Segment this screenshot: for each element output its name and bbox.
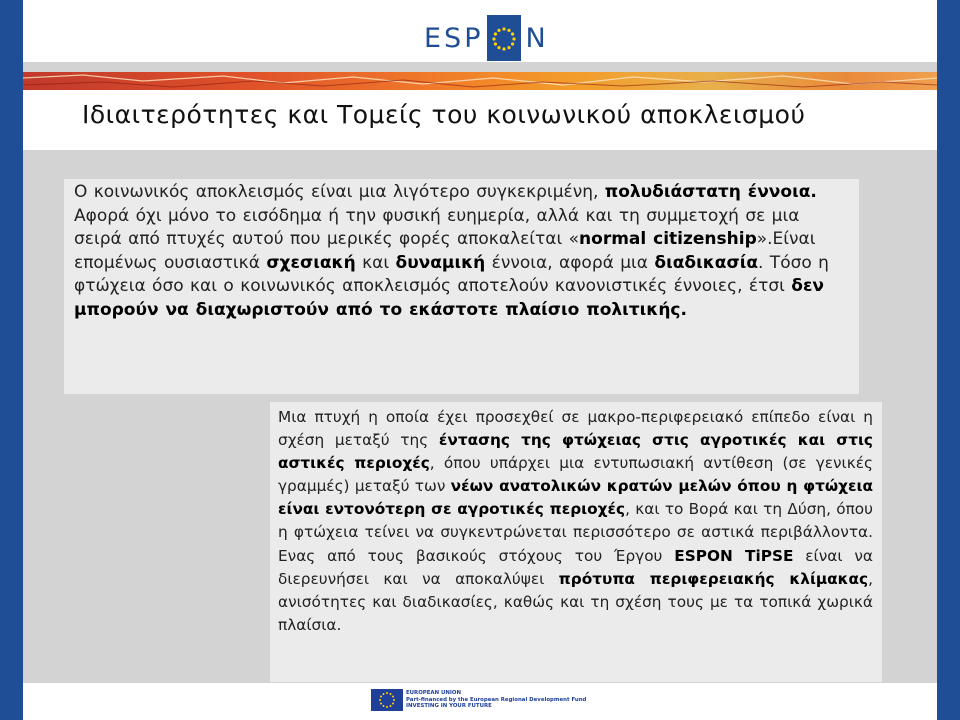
paragraph-1	[74, 181, 849, 323]
bold-run: νέων ανατολικών κρατών μελών όπου η φτώχεια είναι εντονότερη σε αγροτικές περιοχές	[278, 477, 874, 519]
bold-run: δεν μπορούν να διαχωριστούν από το εκάστοτε πλαίσιο πολιτικής.	[74, 276, 824, 320]
logo-text-left: ESP	[424, 22, 484, 54]
left-blue-bar	[0, 0, 23, 720]
text-run: , και το Βορά και τη Δύση, όπου η φτώχεια τείνει να συγκεντρώνεται περισσότερο σε αστικά περιβάλλοντα. Ενας από τους βασικούς στόχους του Έργου	[278, 500, 874, 565]
eu-stars-icon	[487, 15, 521, 61]
espon-logo	[424, 15, 549, 61]
right-blue-bar	[937, 0, 960, 720]
bold-run: πολυδιάστατη έννοια.	[604, 182, 817, 202]
text-run: Μια πτυχή η οποία έχει προσεχθεί σε μακρο-περιφερειακό επίπεδο είναι η σχέση μεταξύ της	[278, 408, 873, 450]
bold-run: διαδικασία	[654, 252, 758, 273]
text-box-social-exclusion	[64, 179, 859, 394]
bold-run: normal citizenship	[579, 229, 757, 250]
text-run: ».Είναι επομένως ουσιαστικά	[74, 229, 816, 273]
paragraph-2	[278, 406, 873, 637]
text-run: Αφορά όχι μόνο το εισόδημα ή την φυσική ευημερία, αλλά και τη συμμετοχή σε μια σειρά από πτυχές αυτού που μερικές φορές αποκαλείται «	[74, 205, 800, 250]
text-run: Ο κοινωνικός αποκλεισμός είναι μια λιγότερο συγκεκριμένη,	[74, 182, 605, 202]
eu-line-1: EUROPEAN UNION	[406, 690, 461, 696]
bold-run: σχεσιακή	[266, 252, 356, 273]
bold-run: έντασης της φτώχειας στις αγροτικές και στις αστικές περιοχές	[278, 431, 873, 473]
map-strip	[23, 72, 937, 90]
text-run: έννοια, αφορά μια	[485, 252, 655, 273]
eu-flag-icon	[371, 689, 403, 711]
text-run: είναι να διερευνήσει και να αποκαλύψει	[278, 546, 873, 588]
text-run: και	[355, 252, 396, 273]
eu-funding-note	[406, 690, 586, 710]
text-run: , όπου υπάρχει μια εντυπωσιακή αντίθεση (σε γενικές γραμμές) μεταξύ των	[278, 454, 873, 496]
text-run: , ανισότητες και διαδικασίες, καθώς και τη σχέση τους με τα τοπικά χωρικά πλαίσια.	[278, 569, 873, 634]
text-box-regional-poverty	[270, 402, 882, 682]
bold-run: πρότυπα περιφερειακής κλίμακας	[558, 569, 869, 588]
text-run: . Τόσο η φτώχεια όσο και ο κοινωνικός αποκλεισμός αποτελούν κανονιστικές έννοιες, έτσι	[74, 252, 829, 297]
bold-run: δυναμική	[395, 252, 486, 273]
slide-title: Ιδιαιτερότητες και Τομείς του κοινωνικού αποκλεισμού	[82, 100, 806, 129]
logo-text-right: N	[525, 22, 549, 54]
eu-line-3: INVESTING IN YOUR FUTURE	[406, 703, 492, 710]
bold-run: ESPON TiPSE	[674, 546, 794, 565]
eu-line-2: Part-financed by the European Regional Development Fund	[406, 696, 587, 703]
